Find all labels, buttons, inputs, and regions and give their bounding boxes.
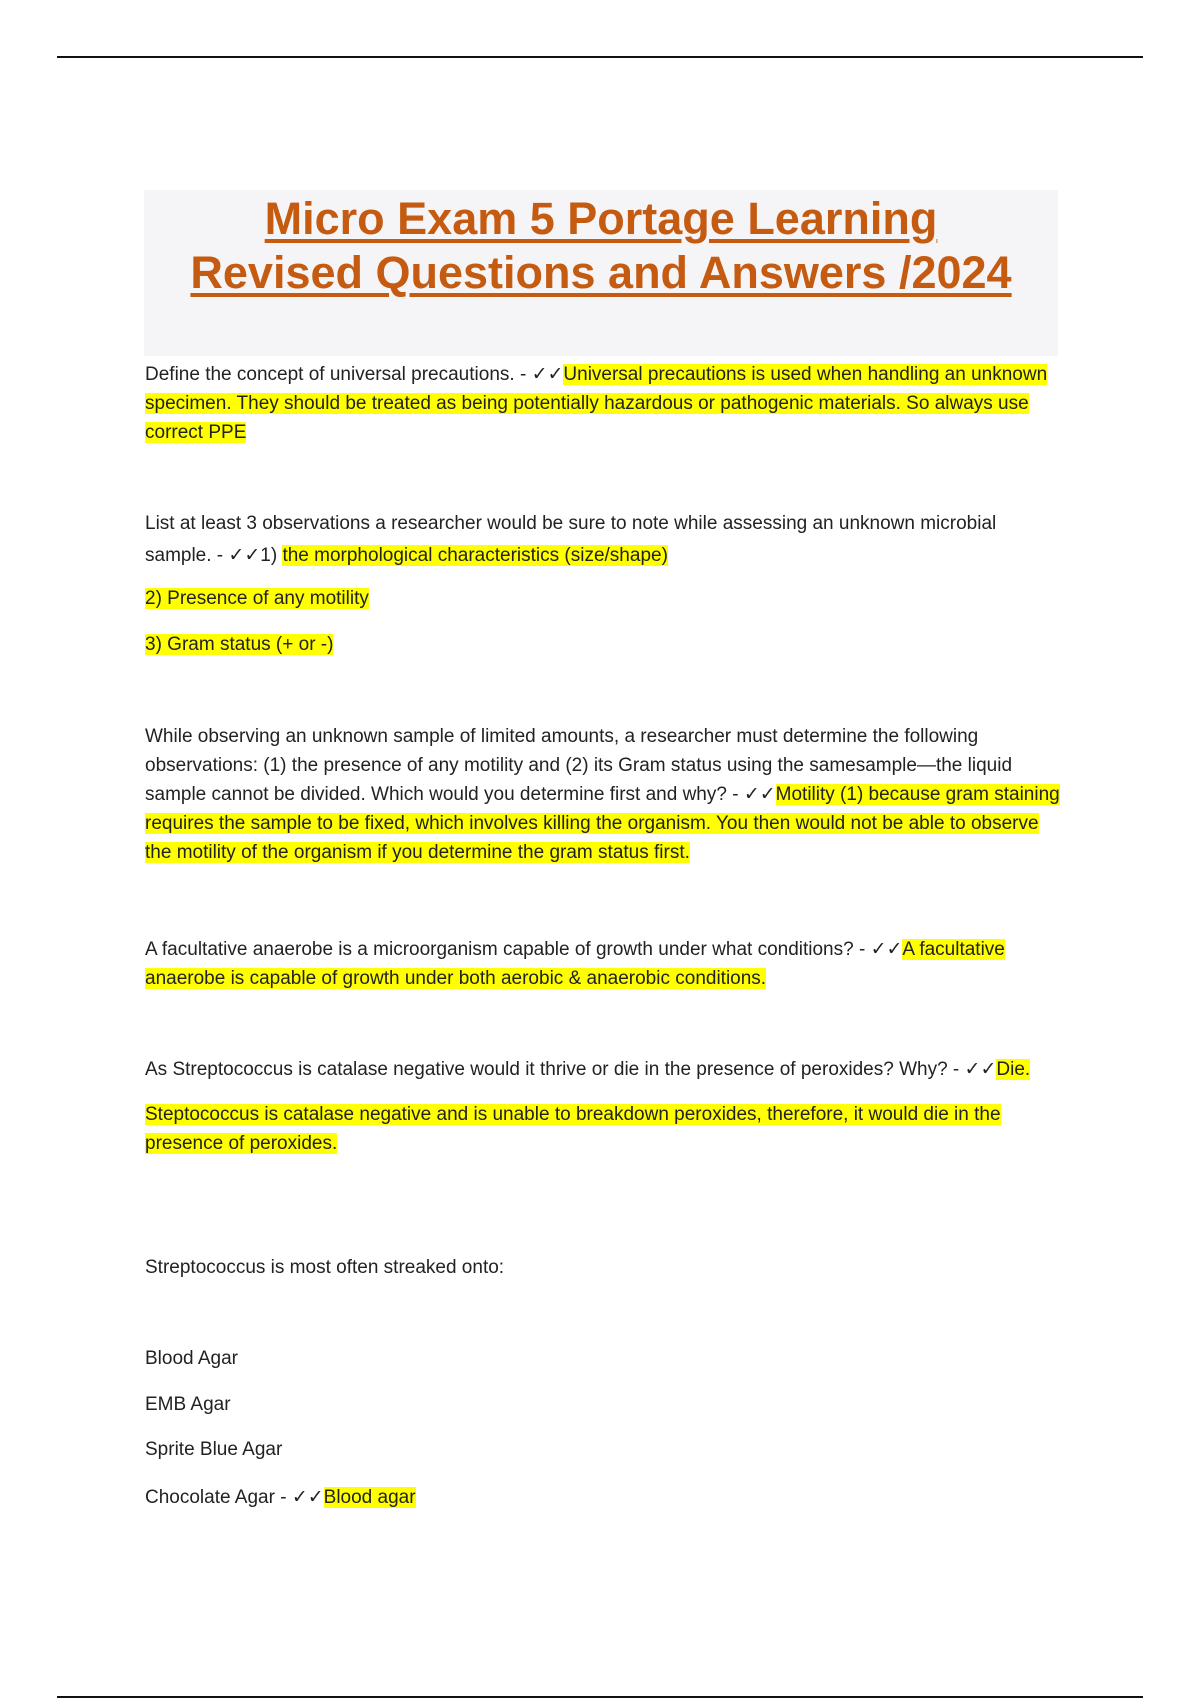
- question-text: Define the concept of universal precautions. -: [145, 364, 532, 385]
- bottom-rule: [57, 1696, 1143, 1698]
- qa-item-4: [145, 935, 1065, 993]
- answer-prefix: 1): [260, 545, 283, 566]
- check-mark-icon: ✓✓: [743, 784, 776, 805]
- qa-item-5: [145, 1054, 1065, 1158]
- title-banner: [144, 190, 1058, 356]
- question-text: While observing an unknown sample of limited amounts, a researcher must determine the following observations: (1) the presence of any motility and (2) its Gram status using the samesample—the liquid sample cannot be divided. Which would you determine first and why? -: [145, 726, 1013, 805]
- answer-text: Universal precautions is used when handling an unknown specimen. They should be treated as being potentially hazardous or pathogenic materials. So always use correct PPE: [145, 364, 1048, 443]
- check-mark-icon: ✓✓: [964, 1059, 997, 1080]
- option-3: Sprite Blue Agar: [145, 1439, 283, 1460]
- question-text: List at least 3 observations a researcher would be sure to note while assessing an unknown microbial sample. -: [145, 513, 997, 566]
- answer-text: the morphological characteristics (size/shape): [282, 545, 668, 566]
- title-line-2: Revised Questions and Answers /2024: [190, 247, 1012, 298]
- answer-line-3: 3) Gram status (+ or -): [145, 634, 334, 655]
- qa-item-1: [145, 360, 1065, 447]
- check-mark-icon: ✓✓: [291, 1487, 324, 1508]
- top-rule: [57, 56, 1143, 58]
- question-text: A facultative anaerobe is a microorganism capable of growth under what conditions? -: [145, 939, 871, 960]
- answer-line-2: Steptococcus is catalase negative and is unable to breakdown peroxides, therefore, it would die in the presence of peroxides.: [145, 1104, 1001, 1154]
- option-2: EMB Agar: [145, 1394, 231, 1415]
- option-1: Blood Agar: [145, 1348, 238, 1369]
- answer-text: Motility (1) because gram staining requires the sample to be fixed, which involves killing the organism. You then would not be able to observe the motility of the organism if you determine the gram status first.: [145, 784, 1060, 863]
- check-mark-icon: ✓✓: [228, 545, 261, 566]
- title-line-1: Micro Exam 5 Portage Learning: [264, 193, 938, 244]
- answer-line-2: 2) Presence of any motility: [145, 588, 369, 609]
- qa-item-3: [145, 722, 1065, 867]
- check-mark-icon: ✓✓: [531, 364, 564, 385]
- qa-item-6: [145, 1253, 1065, 1512]
- question-text: As Streptococcus is catalase negative would it thrive or die in the presence of peroxides? Why? -: [145, 1059, 965, 1080]
- answer-text: Blood agar: [323, 1487, 416, 1508]
- question-text: Streptococcus is most often streaked onto:: [145, 1257, 505, 1278]
- check-mark-icon: ✓✓: [870, 939, 903, 960]
- answer-text: Die.: [996, 1059, 1031, 1080]
- qa-item-2: [145, 508, 1065, 659]
- answer-text: A facultative anaerobe is capable of growth under both aerobic & anaerobic conditions.: [145, 939, 1005, 989]
- option-4: Chocolate Agar -: [145, 1487, 292, 1508]
